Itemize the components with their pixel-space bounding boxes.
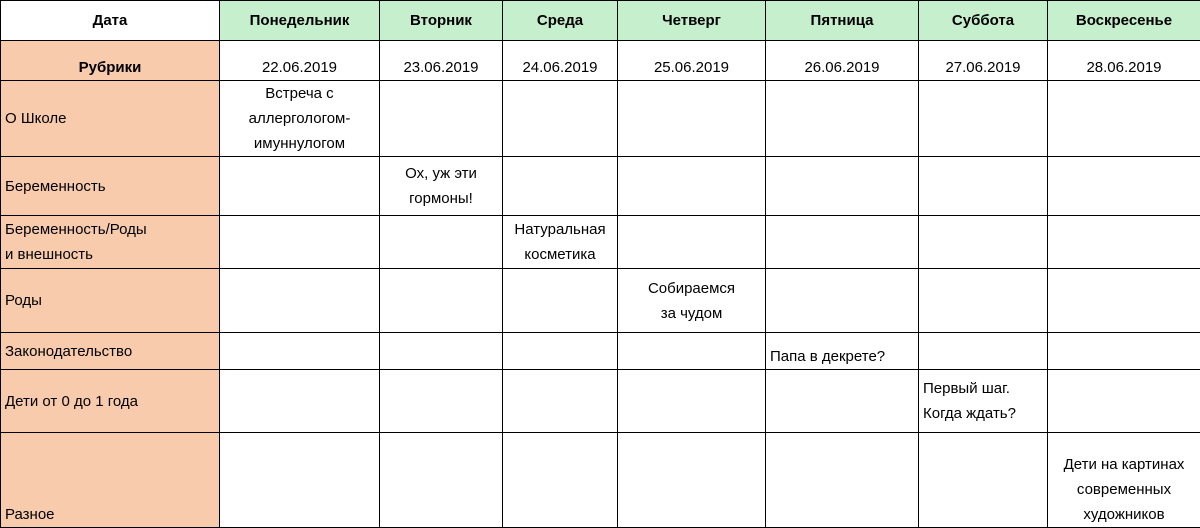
table-row — [1, 333, 1200, 370]
schedule-cell[interactable] — [220, 157, 380, 216]
rubrics-label-cell[interactable]: Рубрики — [1, 41, 220, 81]
header-row — [1, 1, 1200, 41]
rubric-label[interactable]: Роды — [1, 269, 220, 333]
schedule-cell[interactable] — [1048, 333, 1200, 370]
date-cell[interactable]: 22.06.2019 — [220, 41, 380, 81]
date-row — [1, 41, 1200, 81]
schedule-cell[interactable]: Собираемся за чудом — [618, 269, 766, 333]
schedule-cell[interactable] — [919, 333, 1048, 370]
schedule-cell[interactable] — [220, 216, 380, 269]
schedule-cell[interactable] — [919, 269, 1048, 333]
schedule-cell[interactable] — [220, 370, 380, 433]
schedule-cell[interactable] — [618, 81, 766, 157]
schedule-cell[interactable] — [380, 269, 503, 333]
schedule-cell[interactable]: Натуральная косметика — [503, 216, 618, 269]
day-header-saturday[interactable]: Суббота — [919, 1, 1048, 41]
schedule-cell[interactable] — [220, 269, 380, 333]
day-header-wednesday[interactable]: Среда — [503, 1, 618, 41]
schedule-cell[interactable] — [503, 333, 618, 370]
schedule-cell[interactable]: Встреча с аллергологом- имуннулогом — [220, 81, 380, 157]
schedule-cell[interactable] — [618, 433, 766, 528]
date-cell[interactable]: 24.06.2019 — [503, 41, 618, 81]
schedule-cell[interactable]: Ох, уж эти гормоны! — [380, 157, 503, 216]
schedule-cell[interactable] — [766, 370, 919, 433]
schedule-cell[interactable] — [919, 157, 1048, 216]
schedule-cell[interactable] — [380, 333, 503, 370]
schedule-cell[interactable] — [919, 433, 1048, 528]
day-header-sunday[interactable]: Воскресенье — [1048, 1, 1200, 41]
table-row — [1, 433, 1200, 528]
rubric-label[interactable]: Разное — [1, 433, 220, 528]
date-cell[interactable]: 25.06.2019 — [618, 41, 766, 81]
schedule-cell[interactable]: Папа в декрете? — [766, 333, 919, 370]
schedule-cell[interactable] — [618, 333, 766, 370]
table-row — [1, 81, 1200, 157]
rubric-label[interactable]: Законодательство — [1, 333, 220, 370]
date-cell[interactable]: 27.06.2019 — [919, 41, 1048, 81]
schedule-cell[interactable] — [766, 81, 919, 157]
schedule-cell[interactable] — [1048, 216, 1200, 269]
schedule-cell[interactable] — [1048, 370, 1200, 433]
schedule-cell[interactable] — [380, 216, 503, 269]
schedule-cell[interactable] — [1048, 81, 1200, 157]
rubric-label[interactable]: Дети от 0 до 1 года — [1, 370, 220, 433]
schedule-cell[interactable] — [1048, 269, 1200, 333]
schedule-cell[interactable] — [380, 433, 503, 528]
table-row — [1, 370, 1200, 433]
schedule-cell[interactable] — [380, 370, 503, 433]
schedule-cell[interactable] — [618, 157, 766, 216]
schedule-cell[interactable] — [766, 216, 919, 269]
schedule-cell[interactable] — [919, 216, 1048, 269]
schedule-cell[interactable] — [503, 81, 618, 157]
schedule-cell[interactable] — [503, 157, 618, 216]
schedule-cell[interactable] — [380, 81, 503, 157]
schedule-cell[interactable] — [1048, 157, 1200, 216]
schedule-cell[interactable]: Первый шаг. Когда ждать? — [919, 370, 1048, 433]
date-cell[interactable]: 28.06.2019 — [1048, 41, 1200, 81]
schedule-cell[interactable] — [766, 269, 919, 333]
schedule-cell[interactable] — [503, 433, 618, 528]
header-corner-cell[interactable]: Дата — [1, 1, 220, 41]
table-row — [1, 269, 1200, 333]
rubric-label[interactable]: Беременность/Роды и внешность — [1, 216, 220, 269]
schedule-cell[interactable] — [766, 433, 919, 528]
schedule-cell[interactable] — [919, 81, 1048, 157]
day-header-monday[interactable]: Понедельник — [220, 1, 380, 41]
rubric-label[interactable]: О Школе — [1, 81, 220, 157]
table-row — [1, 216, 1200, 269]
schedule-cell[interactable] — [766, 157, 919, 216]
table-row — [1, 157, 1200, 216]
day-header-tuesday[interactable]: Вторник — [380, 1, 503, 41]
day-header-thursday[interactable]: Четверг — [618, 1, 766, 41]
schedule-cell[interactable] — [220, 433, 380, 528]
schedule-cell[interactable] — [618, 370, 766, 433]
schedule-cell[interactable] — [618, 216, 766, 269]
date-cell[interactable]: 23.06.2019 — [380, 41, 503, 81]
date-cell[interactable]: 26.06.2019 — [766, 41, 919, 81]
schedule-cell[interactable] — [220, 333, 380, 370]
rubric-label[interactable]: Беременность — [1, 157, 220, 216]
day-header-friday[interactable]: Пятница — [766, 1, 919, 41]
schedule-cell[interactable] — [503, 269, 618, 333]
schedule-cell[interactable]: Дети на картинах современных художников — [1048, 433, 1200, 528]
schedule-cell[interactable] — [503, 370, 618, 433]
